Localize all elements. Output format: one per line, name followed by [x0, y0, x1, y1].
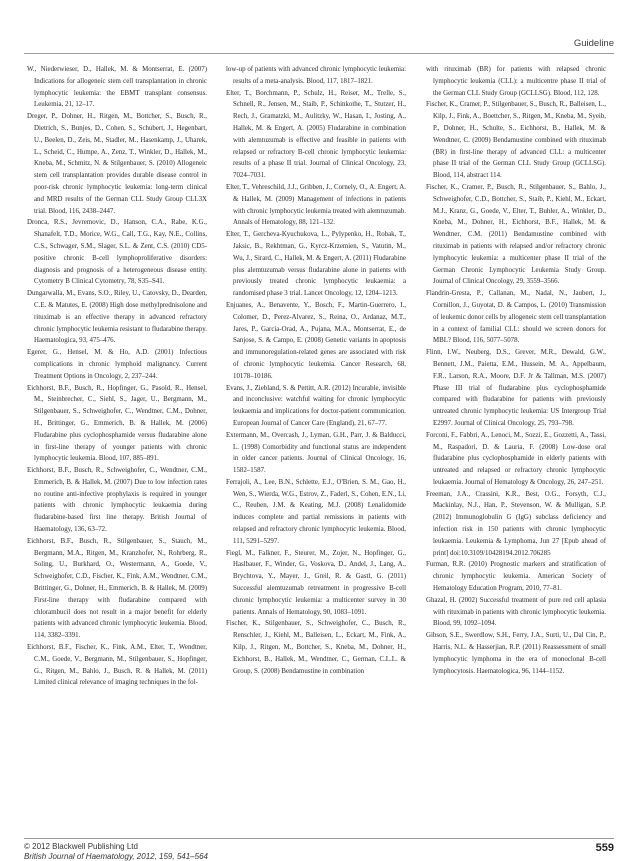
footer-copyright: © 2012 Blackwell Publishing Ltd: [24, 842, 138, 851]
reference-entry: Flandrin-Gresta, P., Callanan, M., Nadal, N., Jaubert, J., Cornillon, J., Guyotat, D. & Campos, L. (2010) Transmission of leukemic donor cells by allogeneic stem cell transplantation in a context of familial CLL: should we screen donors for MBL? Blood, 116, 5077–5078.: [426, 290, 606, 345]
reference-entry: Eichhorst, B.F., Busch, R., Hopfinger, G., Pasold, R., Hensel, M., Steinbrecher, C., Siehl, S., Jager, U., Bergmann, M., Stilgenbauer, S., Schweighofer, C., Wendtner, C.M., Dohner, H., Brittinger, G., Emmerich, B. & Hallek, M. (2006) Fludarabine plus cyclophosphamide versus fludarabine alone in first-line therapy of younger patients with chronic lymphocytic leukemia. Blood, 107, 885–891.: [27, 384, 207, 463]
reference-entry: Dreger, P., Dohner, H., Ritgen, M., Bottcher, S., Busch, R., Dietrich, S., Bunjes, D., Cohen, S., Schubert, J., Hegenbart, U., Beelen, D., Zeis, M., Stadler, M., Hasenkamp, J., Uharek, L., Scheid, C., Humpe, A., Zenz, T., Winkler, D., Hallek, M., Kneba, M., Schmitz, N. & Stilgenbauer, S. (2010) Allogeneic stem cell transplantation provides durable disease control in poor-risk chronic lymphocytic leukemia: long-term clinical and MRD results of the German CLL Study Group CLL3X trial. Blood, 116, 2438–2447.: [27, 113, 207, 215]
reference-entry: Elter, T., Gercheva-Kyuchukova, L., Pylypenko, H., Robak, T., Jaksic, B., Rekhtman, G., Kyrcz-Krzemien, S., Vatutin, M., Wu, J., Sirard, C., Hallek, M. & Engert, A. (2011) Fludarabine plus alemtuzumab versus fludarabine alone in patients with previously treated chronic lymphocytic leukaemia: a randomised phase 3 trial. Lancet Oncology, 12, 1204–1213.: [226, 231, 406, 298]
reference-entry: Fischer, K., Stilgenbauer, S., Schweighofer, C., Busch, R., Renschler, J., Kiehl, M., Balleisen, L., Eckart, M., Fink, A., Kilp, J., Ritgen, M., Bottcher, S., Kneba, M., Dohner, H., Eichhorst, B., Hallek, M., Wendtner, C., German, C.L.L. & Group, S. (2008) Bendamustine in combination: [226, 620, 406, 675]
page-number: 559: [595, 842, 614, 854]
reference-entry: Eichhorst, B.F., Busch, R., Stilgenbauer, S., Stauch, M., Bergmann, M.A., Ritgen, M., Kranzhofer, N., Rohrberg, R., Soling, U., Burkhard, O., Westermann, A., Goede, V., Schweighofer, C.D., Fischer, K., Fink, A.M., Wendtner, C.M., Brittinger, G., Dohner, H., Emmerich, B. & Hallek, M. (2009) First-line therapy with fludarabine compared with chlorambucil does not result in a major benefit for elderly patients with advanced chronic lymphocytic leukemia. Blood, 114, 3382–3391.: [27, 537, 207, 640]
references-columns: [27, 64, 611, 836]
reference-entry: Egerer, G., Hensel, M. & Ho, A.D. (2001) Infectious complications in chronic lymphoid malignancy. Current Treatment Options in Oncology, 2, 237–244.: [27, 349, 207, 380]
reference-entry: Enjuanes, A., Benavente, Y., Bosch, F., Martin-Guerrero, I., Colomer, D., Perez-Alvarez, S., Reina, O., Ardanaz, M.T., Jares, P., Garcia-Orad, A., Pujana, M.A., Montserrat, E., de Sanjose, S. & Campo, E. (2008) Genetic variants in apoptosis and immunoregulation-related genes are associated with risk of chronic lymphocytic leukemia. Cancer Research, 68, 10178–10186.: [226, 301, 406, 380]
reference-entry: W., Niederwieser, D., Hallek, M. & Montserrat, E. (2007) Indications for allogeneic stem cell transplantation in chronic lymphocytic leukemia: the EBMT transplant consensus. Leukemia, 21, 12–17.: [27, 66, 207, 109]
reference-entry: Gibson, S.E., Swerdlow, S.H., Ferry, J.A., Surti, U., Dal Cin, P., Harris, N.L. & Hasserjian, R.P. (2011) Reassessment of small lymphocytic lymphoma in the era of monoclonal B-cell lymphocytosis. Haematologica, 96, 1144–1152.: [426, 632, 606, 675]
reference-entry: low-up of patients with advanced chronic lymphocytic leukemia: results of a meta-analysis. Blood, 117, 1817–1821.: [226, 66, 406, 85]
reference-entry: Eichhorst, B.F., Busch, R., Schweighofer, C., Wendtner, C.M., Emmerich, B. & Hallek, M. (2007) Due to low infection rates no routine anti-infective prophylaxis is required in younger patients with chronic lymphocytic leukaemia during fludarabine-based first line therapy. British Journal of Haematology, 136, 63–72.: [27, 467, 207, 534]
running-header: [24, 38, 614, 52]
reference-entry: Fischer, K., Cramer, P., Stilgenbauer, S., Busch, R., Balleisen, L., Kilp, J., Fink, A., Boettcher, S., Ritgen, M., Kneba, M., Syeib, P., Dohner, H., Schulte, S., Eichhorst, B., Hallek, M. & Wendtner, C. (2009) Bendamustine combined with rituximab (BR) in first-line therapy of advanced CLL: a multicenter phase II trial of the German CLL Study Group (GCLLSG). Blood, 114, abstract 114.: [426, 101, 606, 180]
reference-entry: Eichhorst, B.F., Fischer, K., Fink, A.M., Elter, T., Wendtner, C.M., Goede, V., Bergmann, M., Stilgenbauer, S., Hopfinger, G., Ritgen, M., Bahlo, J., Busch, R. & Hallek, M. (2011) Limited clinical relevance of imaging techniques in the fol-: [27, 644, 207, 687]
reference-entry: Fiegl, M., Falkner, F., Steurer, M., Zojer, N., Hopfinger, G., Haslbauer, F., Winder, G., Voskova, D., Andel, J., Lang, A., Brychtova, Y., Mayer, J., Greil, R. & Gastl, G. (2011) Successful alemtuzumab retreatment in progressive B-cell chronic lymphocytic leukemia: a multicenter survey in 30 patients. Annals of Hematology, 90, 1083–1091.: [226, 549, 406, 616]
reference-entry: Extermann, M., Overcash, J., Lyman, G.H., Parr, J. & Balducci, L. (1998) Comorbidity and functional status are independent in older cancer patients. Journal of Clinical Oncology, 16, 1582–1587.: [226, 431, 406, 475]
reference-column-2: [226, 64, 406, 836]
page-footer: [24, 838, 614, 861]
reference-entry: Freeman, J.A., Crassini, K.R., Best, O.G., Forsyth, C.J., Mackinlay, N.J., Han, P., Stevenson, W. & Mulligan, S.P. (2012) Immunoglobulin G (IgG) subclass deficiency and infection risk in 150 patients with chronic lymphocytic leukaemia. Leukemia & Lymphoma, Jun 27 [Epub ahead of print] doi:10.3109/10428194.2012.706285: [426, 490, 606, 557]
reference-entry: Forconi, F., Fabbri, A., Lenoci, M., Sozzi, E., Gozzetti, A., Tassi, M., Raspadori, D. & Lauria, F. (2008) Low-dose oral fludarabine plus cyclophosphamide in elderly patients with untreated and relapsed or refractory chronic lymphocytic leukaemia. Journal of Hematology & Oncology, 26, 247–251.: [426, 431, 606, 486]
reference-entry: Elter, T., Vehreschild, J.J., Gribben, J., Cornely, O., A. Engert, A. & Hallek, M. (2009) Management of infections in patients with chronic lymphocytic leukemia treated with alemtuzumab. Annals of Hematology, 88, 121–132.: [226, 183, 406, 227]
header-rule: [24, 53, 614, 54]
reference-entry: Ferrajoli, A., Lee, B.N., Schlette, E.J., O'Brien, S. M., Gao, H., Wen, S., Wierda, W.G., Estrov, Z., Faderl, S., Cohen, E.N., Li, C., Reuben, J.M. & Keating, M.J. (2008) Lenalidomide induces complete and partial remissions in patients with relapsed and refractory chronic lymphocytic leukemia. Blood, 111, 5291–5297.: [226, 478, 406, 545]
reference-entry: Evans, J., Ziebland, S. & Pettitt, A.R. (2012) Incurable, invisible and inconclusive: watchful waiting for chronic lymphocytic leukaemia and implications for doctor-patient communication. European Journal of Cancer Care (England), 21, 67–77.: [226, 384, 406, 427]
footer-journal-citation: British Journal of Haematology, 2012, 159, 541–564: [24, 852, 208, 861]
reference-column-3: [426, 64, 606, 836]
reference-entry: Furman, R.R. (2010) Prognostic markers and stratification of chronic lymphocytic leukemia. American Society of Hematology Education Program, 2010, 77–81.: [426, 561, 606, 593]
reference-entry: Fischer, K., Cramer, P., Busch, R., Stilgenbauer, S., Bahlo, J., Schweighofer, C.D., Bottcher, S., Staib, P., Kiehl, M., Eckart, M.J., Kranz, G., Goede, V., Elter, T., Buhler, A., Winkler, D., Kneba, M., Dohner, H., Eichhorst, B.F., Hallek, M. & Wendtner, C.M. (2011) Bendamustine combined with rituximab in patients with relapsed and/or refractory chronic lymphocytic leukemia: a multicenter phase II trial of the German Chronic Lymphocytic Leukemia Study Group. Journal of Clinical Oncology, 29, 3559–3566.: [426, 183, 606, 286]
reference-entry: Elter, T., Borchmann, P., Schulz, H., Reiser, M., Trelle, S., Schnell, R., Jensen, M., Staib, P., Schinkothe, T., Stutzer, H., Rech, J., Gramatzki, M., Aulitzky, W., Hasan, I., Josting, A., Hallek, M. & Engert, A. (2005) Fludarabine in combination with alemtuzumab is effective and feasible in patients with relapsed or refractory B-cell chronic lymphocytic leukemia: results of a phase II trial. Journal of Clinical Oncology, 23, 7024–7031.: [226, 89, 406, 180]
header-title: Guideline: [573, 38, 614, 49]
reference-entry: Flinn, I.W., Neuberg, D.S., Grever, M.R., Dewald, G.W., Bennett, J.M., Paietta, E.M., Hussein, M. A., Appelbaum, F.R., Larson, R.A., Moore, D.F. Jr & Tallman, M.S. (2007) Phase III trial of fludarabine plus cyclophosphamide compared with fludarabine for patients with previously untreated chronic lymphocytic leukemia: US Intergroup Trial E2997. Journal of Clinical Oncology, 25, 793–798.: [426, 349, 606, 427]
reference-entry: with rituximab (BR) for patients with relapsed chronic lymphocytic leukemia (CLL): a multicentre phase II trial of the German CLL Study Group (GCLLSG). Blood, 112, 128.: [426, 66, 606, 97]
reference-entry: Dungarwalla, M., Evans, S.O., Riley, U., Catovsky, D., Dearden, C.E. & Matutes, E. (2008) High dose methylprednisolone and rituximab is an effective therapy in advanced refractory chronic lymphocytic leukemia resistant to fludarabine therapy. Haematologica, 93, 475–476.: [27, 290, 207, 345]
reference-column-1: [27, 64, 207, 836]
footer-rule: [24, 838, 614, 839]
reference-entry: Dronca, R.S., Jevremovic, D., Hanson, C.A., Rabe, K.G., Shanafelt, T.D., Morice, W.G., Call, T.G., Kay, N.E., Collins, C.S., Schwager, S.M., Slager, S.L. & Zent, C.S. (2010) CD5-positive chronic B-cell lymphoproliferative disorders: diagnosis and prognosis of a heterogeneous disease entity. Cytometry B Clinical Cytometry, 78, S35–S41.: [27, 219, 207, 286]
reference-entry: Ghazal, H. (2002) Successful treatment of pure red cell aplasia with rituximab in patients with chronic lymphocytic leukemia. Blood, 99, 1092–1094.: [426, 596, 606, 628]
